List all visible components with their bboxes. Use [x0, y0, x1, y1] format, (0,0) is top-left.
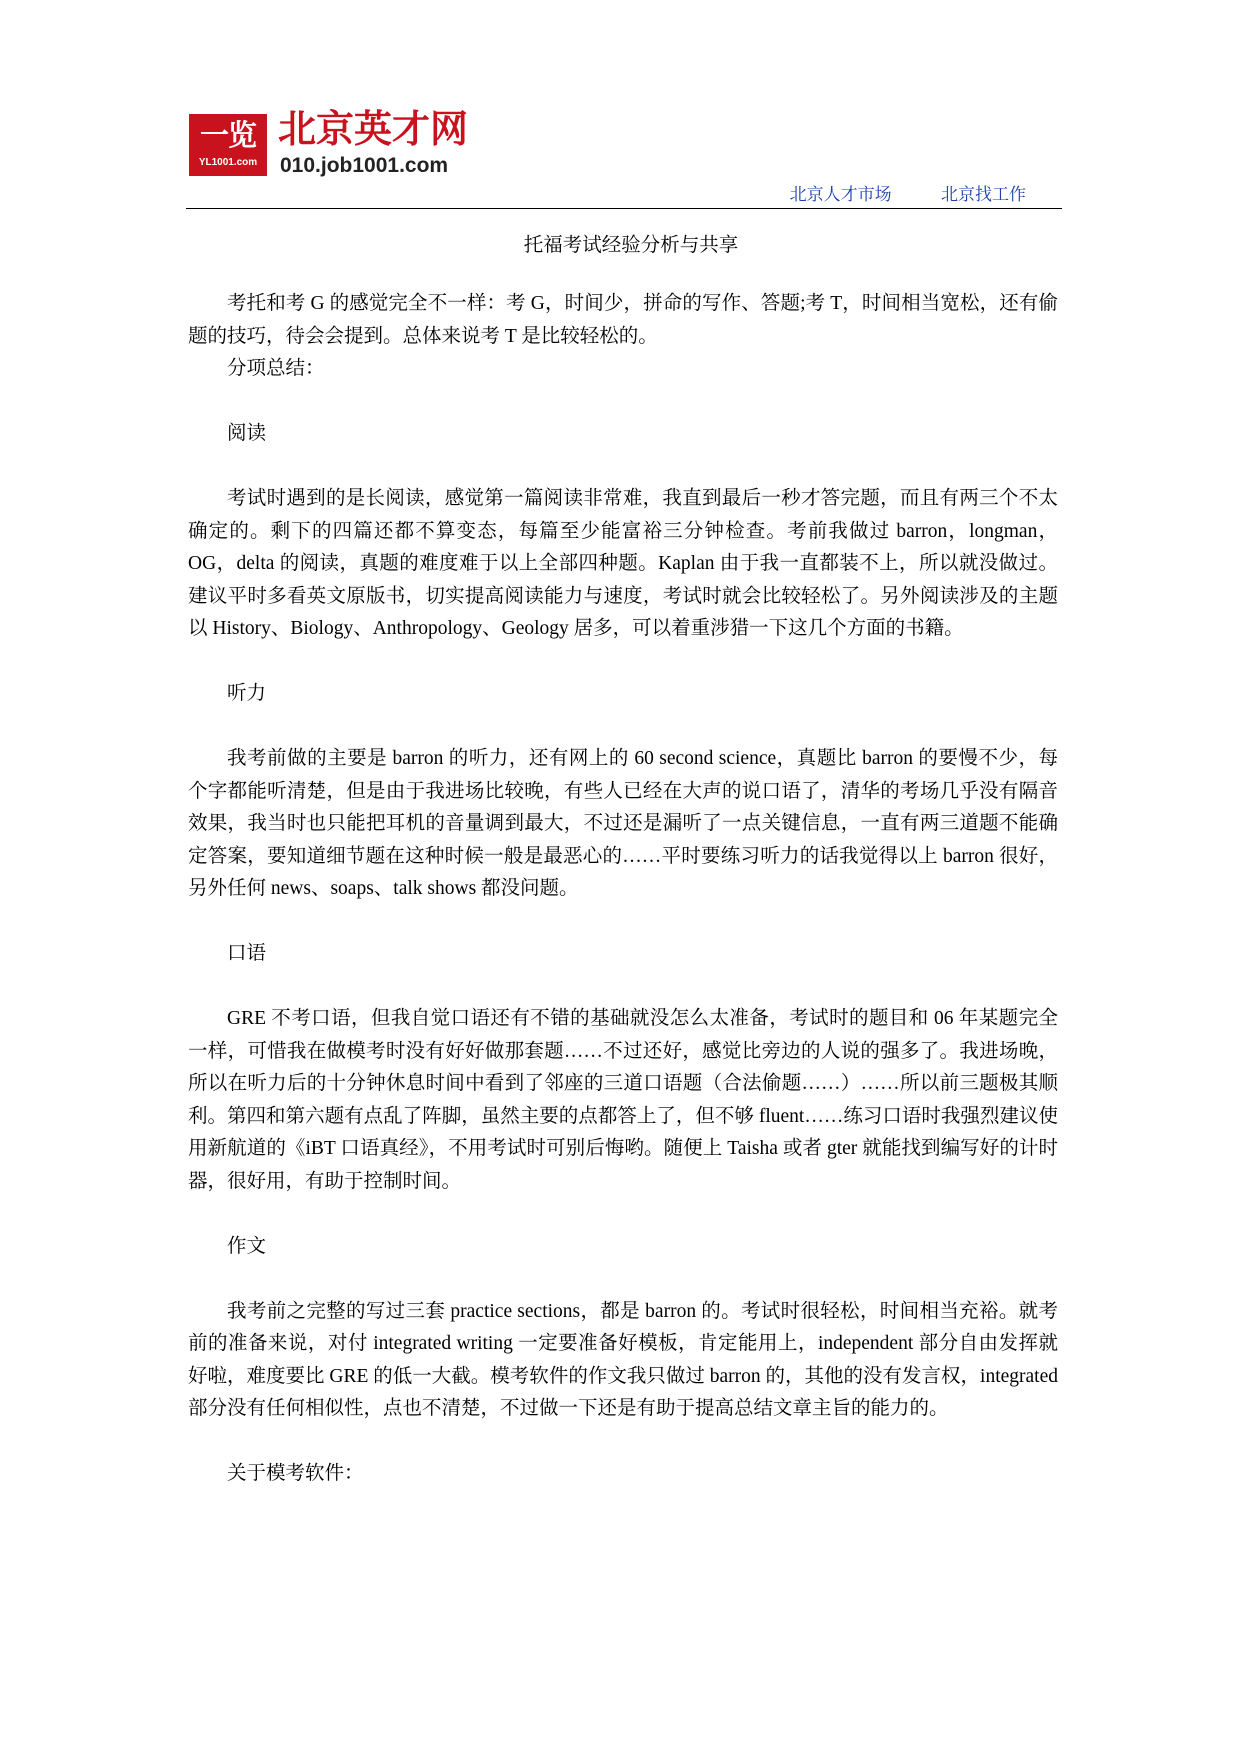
section-heading-software: 关于模考软件： — [227, 1463, 364, 1484]
logo-badge-text: 一览 — [199, 118, 256, 152]
logo-domain: 010.job1001.com — [280, 154, 449, 177]
article-title: 托福考试经验分析与共享 — [523, 235, 739, 256]
section-heading-listening: 听力 — [227, 683, 267, 704]
speaking-paragraph: GRE 不考口语，但我自觉口语还有不错的基础就没怎么太准备，考试时的题目和 06 年某题完全一样，可惜我在做模考时没有好好做那套题……不过还好，感觉比旁边的人说的强多了。我进场晚，所以在听力后的十分钟休息时间中看到了邻座的三道口语题（合法偷题……）……所以前三题极其顺利。第四和第六题有点乱了阵脚，虽然主要的点都答上了，但不够 fluent……练习口语时我强烈建议使用新航道的《iBT 口语真经》，不用考试时可别后悔哟。随便上 Taisha 或者 gter 就能找到编写好的计时器，很好用，有助于控制时间。 — [188, 1008, 1058, 1192]
header-divider — [186, 208, 1062, 209]
link-beijing-talent-market[interactable]: 北京人才市场 — [789, 185, 892, 205]
page-header — [186, 100, 1062, 208]
section-heading-writing: 作文 — [227, 1235, 267, 1257]
article — [188, 230, 1058, 1491]
writing-paragraph: 我考前之完整的写过三套 practice sections，都是 barron 的。考试时很轻松，时间相当充裕。就考前的准备来说，对付 integrated writing 一定要准备好模板，肯定能用上，independent 部分自由发挥就好啦，难度要比 GRE 的低一大截。模考软件的作文我只做过 barron 的，其他的没有发言权，integrated 部分没有任何相似性，点也不清楚，不过做一下还是有助于提高总结文章主旨的能力的。 — [188, 1300, 1058, 1419]
intro-paragraph: 考托和考 G 的感觉完全不一样：考 G，时间少，拼命的写作、答题;考 T，时间相当宽松，还有偷题的技巧，待会会提到。总体来说考 T 是比较轻松的。 — [188, 293, 1058, 347]
site-logo[interactable] — [186, 100, 526, 182]
logo-site-name: 北京英才网 — [278, 107, 469, 151]
listening-paragraph: 我考前做的主要是 barron 的听力，还有网上的 60 second science，真题比 barron 的要慢不少，每个字都能听清楚，但是由于我进场比较晚，有些人已经在大声的说口语了，清华的考场几乎没有隔音效果，我当时也只能把耳机的音量调到最大，不过还是漏听了一点关键信息，一直有两三道题不能确定答案，要知道细节题在这种时候一般是最恶心的……平时要练习听力的话我觉得以上 barron 很好，另外任何 news、soaps、talk shows 都没问题。 — [188, 748, 1058, 899]
summary-label: 分项总结： — [227, 358, 325, 379]
logo-badge-subtext: YL1001.com — [198, 157, 258, 168]
section-heading-reading: 阅读 — [227, 423, 267, 444]
logo-badge — [189, 114, 267, 176]
link-beijing-find-job[interactable]: 北京找工作 — [941, 185, 1026, 205]
header-links — [746, 184, 1026, 206]
reading-paragraph: 考试时遇到的是长阅读，感觉第一篇阅读非常难，我直到最后一秒才答完题，而且有两三个不太确定的。剩下的四篇还都不算变态，每篇至少能富裕三分钟检查。考前我做过 barron，longman，OG，delta 的阅读，真题的难度难于以上全部四种题。Kaplan 由于我一直都装不上，所以就没做过。建议平时多看英文原版书，切实提高阅读能力与速度，考试时就会比较轻松了。另外阅读涉及的主题以 History、Biology、Anthropology、Geology 居多，可以着重涉猎一下这几个方面的书籍。 — [188, 488, 1058, 639]
section-heading-speaking: 口语 — [227, 943, 267, 964]
